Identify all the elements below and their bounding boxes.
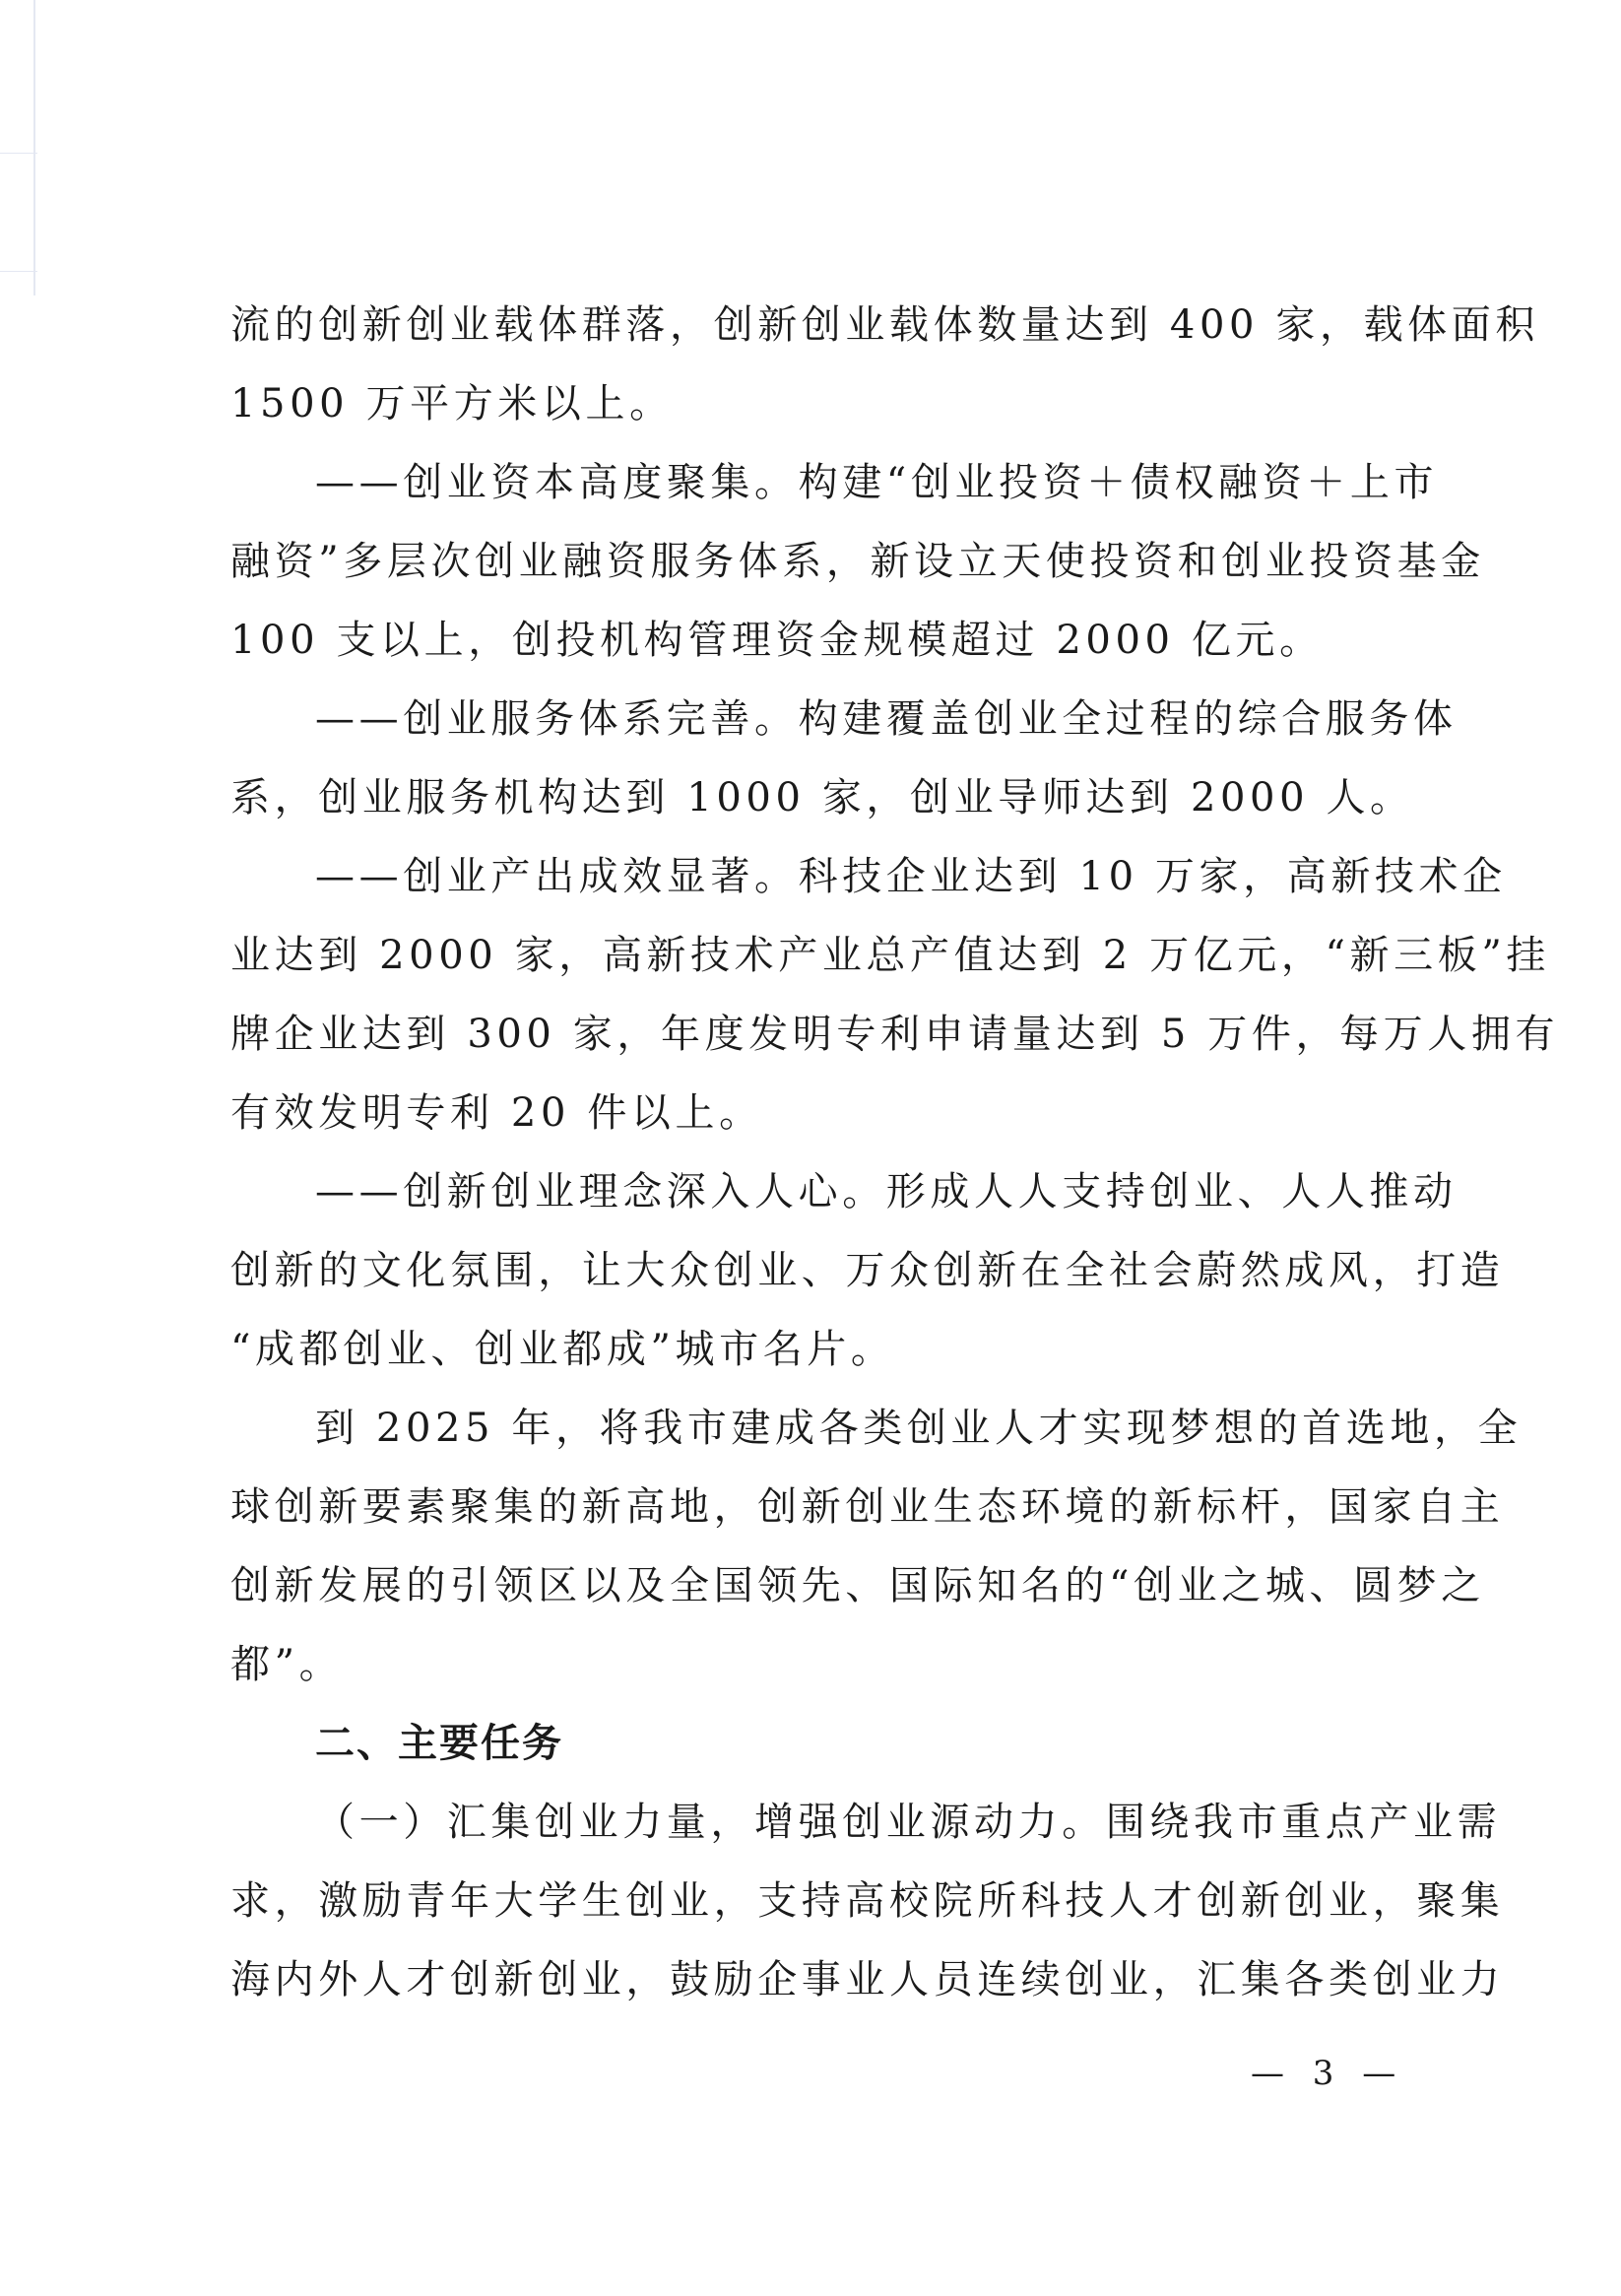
body-line: 系，创业服务机构达到 1000 家，创业导师达到 2000 人。 [230,775,1414,820]
body-line: “成都创业、创业都成”城市名片。 [230,1327,895,1372]
body-line: 100 支以上，创投机构管理资金规模超过 2000 亿元。 [230,618,1324,663]
vision-2025-paragraph: 到 2025 年，将我市建成各类创业人才实现梦想的首选地，全 [315,1406,1523,1451]
goal-culture-paragraph: ——创新创业理念深入人心。形成人人支持创业、人人推动 [315,1169,1458,1214]
body-line: 求，激励青年大学生创业，支持高校院所科技人才创新创业，聚集 [230,1878,1505,1924]
goal-output-paragraph: ——创业产出成效显著。科技企业达到 10 万家，高新技术企 [315,854,1507,899]
body-line: 海内外人才创新创业，鼓励企事业人员连续创业，汇集各类创业力 [230,1957,1505,2002]
binding-margin-tick [0,271,37,272]
binding-margin-line [33,0,35,295]
task-one-paragraph: （一）汇集创业力量，增强创业源动力。围绕我市重点产业需 [315,1800,1502,1845]
page-number: — 3 — [1251,2054,1396,2093]
section-heading: 二、主要任务 [315,1721,563,1766]
goal-capital-paragraph: ——创业资本高度聚集。构建“创业投资＋债权融资＋上市 [315,460,1439,505]
body-line: 球创新要素聚集的新高地，创新创业生态环境的新标杆，国家自主 [230,1484,1505,1530]
body-line: 牌企业达到 300 家，年度发明专利申请量达到 5 万件，每万人拥有 [230,1012,1560,1057]
body-line: 流的创新创业载体群落，创新创业载体数量达到 400 家，载体面积 [230,302,1539,348]
body-line: 创新的文化氛围，让大众创业、万众创新在全社会蔚然成风，打造 [230,1248,1505,1293]
body-line: 都”。 [230,1642,344,1687]
body-line: 1500 万平方米以上。 [230,381,674,426]
body-line: 有效发明专利 20 件以上。 [230,1090,763,1136]
goal-service-paragraph: ——创业服务体系完善。构建覆盖创业全过程的综合服务体 [315,696,1458,742]
binding-margin-tick [0,153,37,154]
body-line: 融资”多层次创业融资服务体系，新设立天使投资和创业投资基金 [230,539,1485,584]
body-line: 业达到 2000 家，高新技术产业总产值达到 2 万亿元，“新三板”挂 [230,933,1551,978]
document-body [230,295,1560,2029]
body-line: 创新发展的引领区以及全国领先、国际知名的“创业之城、圆梦之 [230,1563,1485,1608]
